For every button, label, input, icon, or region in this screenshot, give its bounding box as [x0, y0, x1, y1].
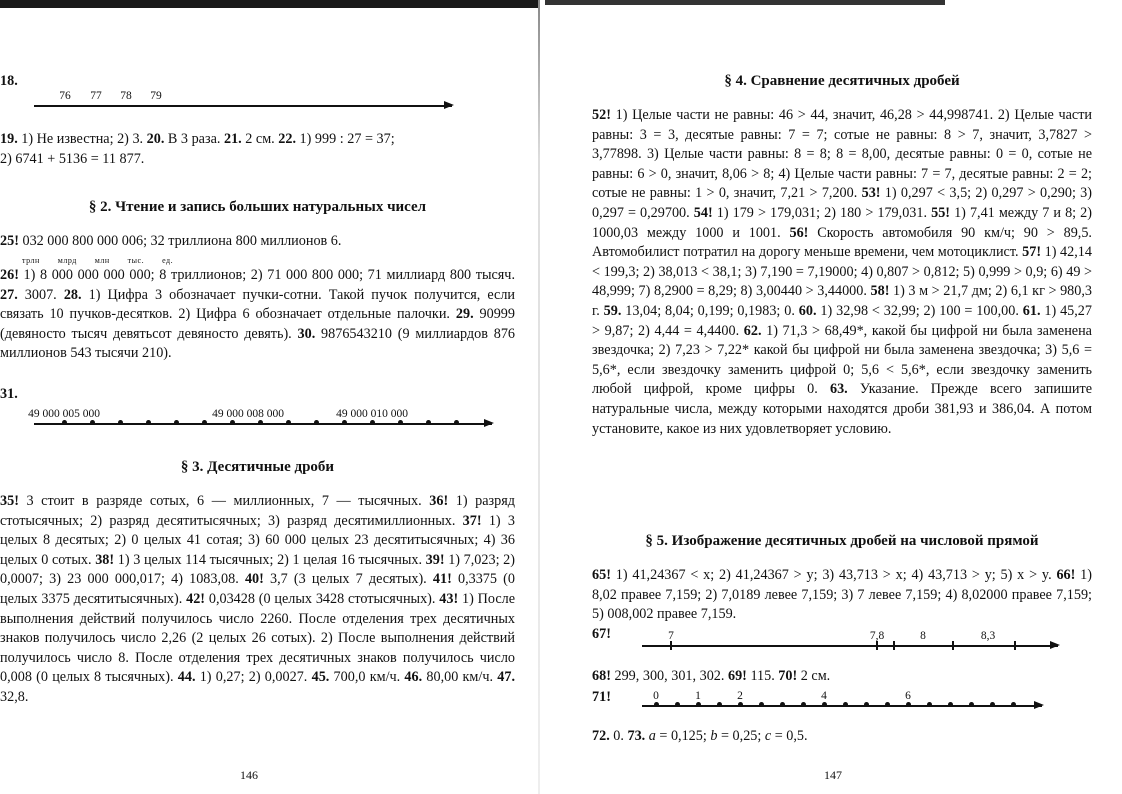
exercise-31-label: 31. — [0, 386, 18, 402]
exercises-19-22: 19. 1) Не известна; 2) 3. 20. В 3 раза. 21. 2 см. 22. 1) 999 : 27 = 37; 2) 6741 + 5136 = 11 877. — [0, 131, 395, 167]
tick-label: 49 000 008 000 — [212, 408, 284, 420]
exercises-35-47: 35! 3 стоит в разряде сотых, 6 — миллионных, 7 — тысячных. 36! 1) разряд стотысячных; 2) разряд десятитысячных; 3) разряд десятимиллионных. 37! 1) 3 целых 8 десятых; 2) 0 целых 41 сотая; 3) 60 000 целых 23 десятитысячных; 4) 36 целых 0 сотых. 38! 1) 3 целых 114 тысячных; 2) 1 целая 16 тысячных. 39! 1) 7,023; 2) 0,0007; 3) 23 000 000,017; 4) 1083,08. 40! 3,7 (3 целых 7 десятых). 41! 0,3375 (0 целых 3375 десятитысячных). 42! 0,03428 (0 целых 3428 стотысячных). 43! 1) После выполнения действий получилось число 2260. После отделения трех десятичных знаков получилось число 2,26 (2 целых 26 сотых). 2) После выполнения действий получилось число 8. После отделения трех десятичных знаков получилось число 0,008 (0 целых 8 тысячных). 44. 1) 0,27; 2) 0,0027. 45. 700,0 км/ч. 46. 80,00 км/ч. 47. 32,8. — [0, 493, 516, 705]
left-page — [0, 0, 515, 794]
tick-label: 49 000 010 000 — [336, 408, 408, 420]
section-5-heading: § 5. Изображение десятичных дробей на числовой прямой — [645, 533, 1039, 549]
exercises-26-30: 26! 1) 8 000 000 000 000; 8 триллионов; 2) 71 000 800 000; 71 миллиард 800 тысяч. 27. 3007. 28. 1) Цифра 3 обозначает пучки-сотни. Такой пучок получится, если связать 10 пучков-десятков. 2) Цифра 6 обозначает отдельные палочки. 29. 90999 (девяносто тысяч девятьсот девяносто девять). 30. 9876543210 (9 миллиардов 876 миллионов 543 тысячи 210). — [0, 267, 516, 362]
number-line-18 — [34, 90, 452, 120]
section-4-heading: § 4. Сравнение десятичных дробей — [724, 73, 960, 89]
tick-label: 1 — [695, 690, 701, 702]
exercises-52-63: 52! 1) Целые части не равны: 46 > 44, значит, 46,28 > 44,998741. 2) Целые части равны: 3 = 3, десятые равны: 7 = 7; сотые не равны: 8 > 7, значит, 3,7827 > 3,77898. 3) Целые части равны: 8 = 8; 8 = 8,00, десятые равны: 0 = 0, сотые не равны: 6 > 0, значит, 8,06 > 8; 4) Целые части равны: 7 = 7, десятые равны: 2 = 2; сотые не равны: 1 > 0, значит, 7,21 > 7,200. 53! 1) 0,297 < 3,5; 2) 0,297 > 0,290; 3) 0,297 = 0,29700. 54! 1) 179 > 179,031; 2) 180 > 179,031. 55! 1) 7,41 между 7 и 8; 2) 1000,03 между 1000 и 1001. 56! Скорость автомобиля 90 км/ч; 90 > 89,5. Автомобилист потратил на дорогу меньше времени, чем мотоциклист. 57! 1) 42,14 < 199,3; 2) 38,013 < 38,1; 3) 7,190 = 7,19000; 4) 0,807 > 0,812; 5) 0,999 > 0,9; 6) 49 > 48,999; 7) 8,2900 = 8,29; 8) 3,00440 > 3,44000. 58! 1) 3 м > 21,7 дм; 2) 6,1 кг > 980,3 г. 59. 13,04; 8,04; 0,199; 0,1983; 0. 60. 1) 32,98 < 32,99; 2) 100 = 100,00. 61. 1) 45,27 > 9,87; 2) 4,44 = 4,4400. 62. 1) 71,3 > 68,49*, какой бы цифрой ни была заменена звездочка; 2) 7,23 > 7,22* какой бы цифрой ни была заменена звездочка; 3) 5,6 = 5,6*, если звездочку заменить цифрой 0; 5,6 < 5,6*, если звездочку заменить любой цифрой, кроме цифры 0. 63. Указание. Прежде всего запишите натуральные числа, между которыми находятся дроби 381,93 и 386,04. А потом установите, какое из них удовлетворяет условию. — [592, 107, 1092, 437]
tick-label: 8 — [920, 630, 926, 642]
number-line-67 — [642, 630, 1058, 660]
tick-label: 7,8 — [869, 630, 885, 642]
section-2-heading: § 2. Чтение и запись больших натуральных чисел — [88, 199, 427, 215]
tick-label: 7 — [668, 630, 674, 642]
right-page — [592, 0, 1092, 794]
tick-label: 4 — [821, 690, 827, 702]
class-label: ед. — [162, 256, 174, 265]
tick-label: 78 — [120, 90, 132, 102]
tick-label: 2 — [737, 690, 743, 702]
tick-label: 49 000 005 000 — [28, 408, 100, 420]
number-line-31 — [28, 408, 492, 438]
tick-label: 6 — [905, 690, 911, 702]
class-label: трлн — [22, 256, 40, 265]
tick-label: 77 — [90, 90, 102, 102]
class-label: млрд — [57, 256, 77, 265]
page-number-left: 146 — [240, 768, 258, 782]
exercise-25: 25! 032 000 800 000 006; 32 триллиона 800 миллионов 6. — [0, 233, 342, 249]
tick-label: 79 — [150, 90, 162, 102]
tick-label: 76 — [59, 90, 71, 102]
number-line-71 — [642, 690, 1042, 720]
class-label: тыс. — [127, 256, 145, 265]
tick-label: 0 — [653, 690, 659, 702]
class-label: млн — [94, 256, 110, 265]
exercises-68-70: 68! 299, 300, 301, 302. 69! 115. 70! 2 см. — [592, 668, 831, 684]
exercise-71-label: 71! — [592, 689, 611, 705]
section-3-heading: § 3. Десятичные дроби — [180, 459, 335, 475]
exercise-67-label: 67! — [592, 626, 611, 642]
exercise-18-label: 18. — [0, 73, 18, 89]
exercises-65-66: 65! 1) 41,24367 < x; 2) 41,24367 > y; 3) 43,713 > x; 4) 43,713 > y; 5) x > y. 66! 1) 8,02 правее 7,159; 2) 7,0189 левее 7,159; 3) 7 левее 7,159; 4) 8,02000 правее 7,159; 5) 008,002 правее 7,159. — [592, 567, 1092, 623]
exercises-72-73: 72. 0. 73. a = 0,125; b = 0,25; c = 0,5. — [592, 728, 808, 744]
page-number-right: 147 — [824, 768, 842, 782]
book-spine — [538, 0, 540, 794]
tick-label: 8,3 — [980, 630, 996, 642]
